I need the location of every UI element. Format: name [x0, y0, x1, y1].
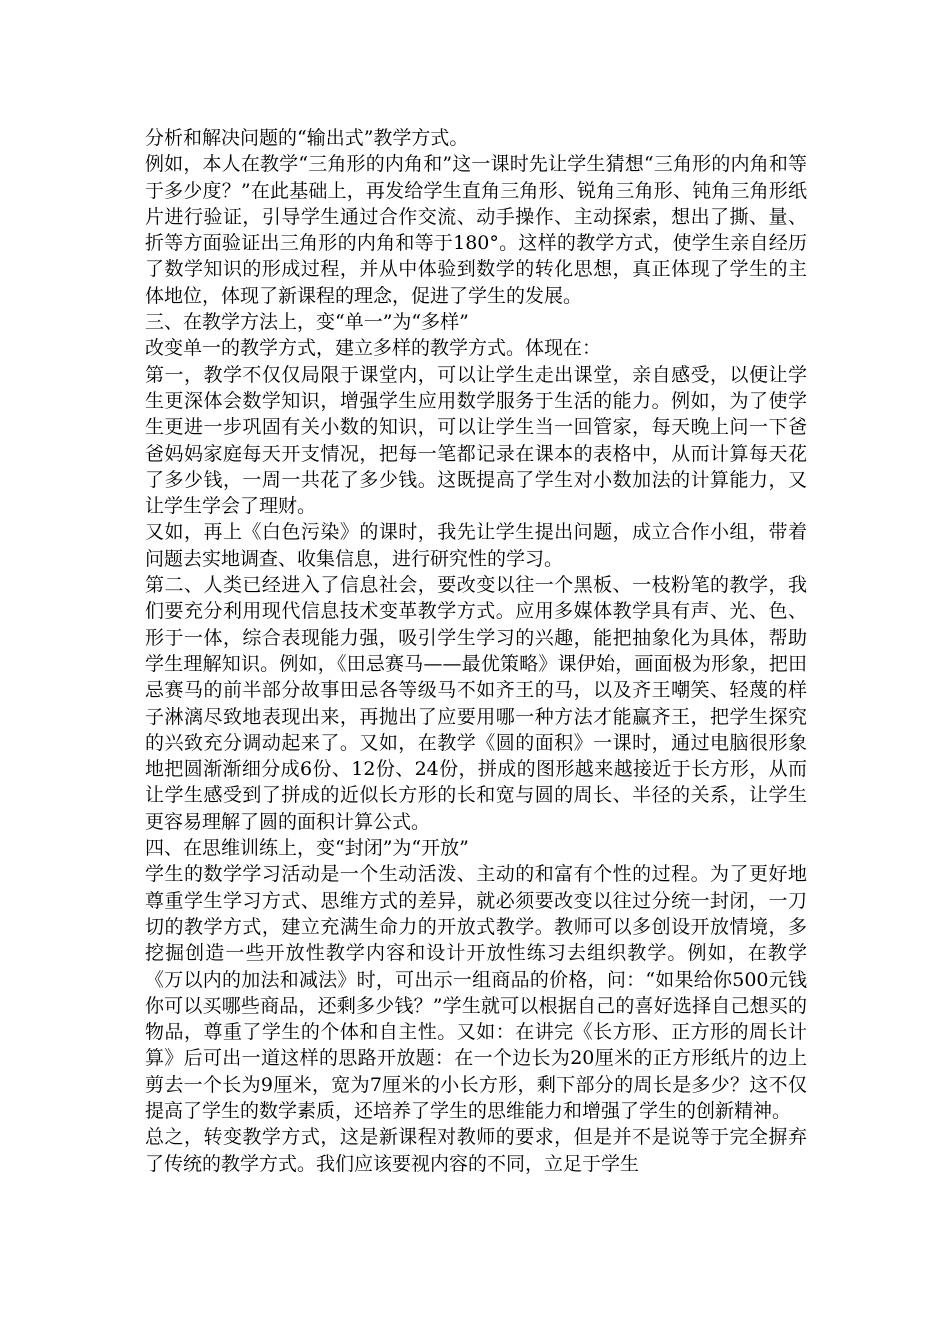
paragraph-summary: 总之，转变教学方式，这是新课程对教师的要求，但是并不是说等于完全摒弃了传统的教学方式。我们应该要视内容的不同，立足于学生: [145, 1126, 807, 1175]
section-heading-three: 三、在教学方法上，变“单一”为“多样”: [145, 311, 469, 334]
paragraph-second-point: 第二、人类已经进入了信息社会，要改变以往一个黑板、一枝粉笔的教学，我们要充分利用现代信息技术变革教学方式。应用多媒体教学具有声、光、色、形于一体，综合表现能力强，吸引学生学习的兴趣，能把抽象化为具体，帮助学生理解知识。例如，《田忌赛马——最优策略》课伊始，画面极为形象，把田忌赛马的前半部分故事田忌各等级马不如齐王的马，以及齐王嘲笑、轻蔑的样子淋漓尽致地表现出来，再抛出了应要用哪一种方法才能赢齐王，把学生探究的兴致充分调动起来了。又如，在教学《圆的面积》一课时，通过电脑很形象地把圆渐渐细分成6份、12份、24份，拼成的图形越来越接近于长方形，从而让学生感受到了拼成的近似长方形的长和宽与圆的周长、半径的关系，让学生更容易理解了圆的面积计算公式。: [145, 574, 807, 833]
paragraph-first-point: 第一，教学不仅仅局限于课堂内，可以让学生走出课堂，亲自感受，以便让学生更深体会数学知识，增强学生应用数学服务于生活的能力。例如，为了使学生更进一步巩固有关小数的知识，可以让学生当一回管家，每天晚上问一下爸爸妈妈家庭每天开支情况，把每一笔都记录在课本的表格中，从而计算每天花了多少钱，一周一共花了多少钱。这既提高了学生对小数加法的计算能力，又让学生学会了理财。: [145, 363, 807, 518]
paragraph-white-pollution-example: 又如，再上《白色污染》的课时，我先让学生提出问题，成立合作小组，带着问题去实地调查、收集信息，进行研究性的学习。: [145, 521, 807, 570]
section-heading-four: 四、在思维训练上，变“封闭”为“开放”: [145, 837, 469, 860]
paragraph-method-intro: 改变单一的教学方式，建立多样的教学方式。体现在：: [145, 337, 602, 360]
paragraph-open-teaching: 学生的数学学习活动是一个生动活泼、主动的和富有个性的过程。为了更好地尊重学生学习方式、思维方式的差异，就必须要改变以往过分统一封闭，一刀切的教学方式，建立充满生命力的开放式教学。教师可以多创设开放情境，多挖掘创造一些开放性教学内容和设计开放性练习去组织教学。例如，在教学《万以内的加法和减法》时，可出示一组商品的价格，问：“如果给你500元钱你可以买哪些商品，还剩多少钱？”学生就可以根据自己的喜好选择自己想买的物品，尊重了学生的个体和自主性。又如：在讲完《长方形、正方形的周长计算》后可出一道这样的思路开放题：在一个边长为20厘米的正方形纸片的边上剪去一个长为9厘米，宽为7厘米的小长方形，剩下部分的周长是多少？这不仅提高了学生的数学素质，还培养了学生的思维能力和增强了学生的创新精神。: [145, 863, 807, 1122]
document-body: [145, 125, 807, 1177]
paragraph-triangle-example: 例如，本人在教学“三角形的内角和”这一课时先让学生猜想“三角形的内角和等于多少度？”在此基础上，再发给学生直角三角形、锐角三角形、钝角三角形纸片进行验证，引导学生通过合作交流、动手操作、主动探索，想出了撕、量、折等方面验证出三角形的内角和等于180°。这样的教学方式，使学生亲自经历了数学知识的形成过程，并从中体验到数学的转化思想，真正体现了学生的主体地位，体现了新课程的理念，促进了学生的发展。: [145, 153, 807, 307]
paragraph-conclusion-of-previous-section: 分析和解决问题的“输出式”教学方式。: [145, 127, 469, 149]
